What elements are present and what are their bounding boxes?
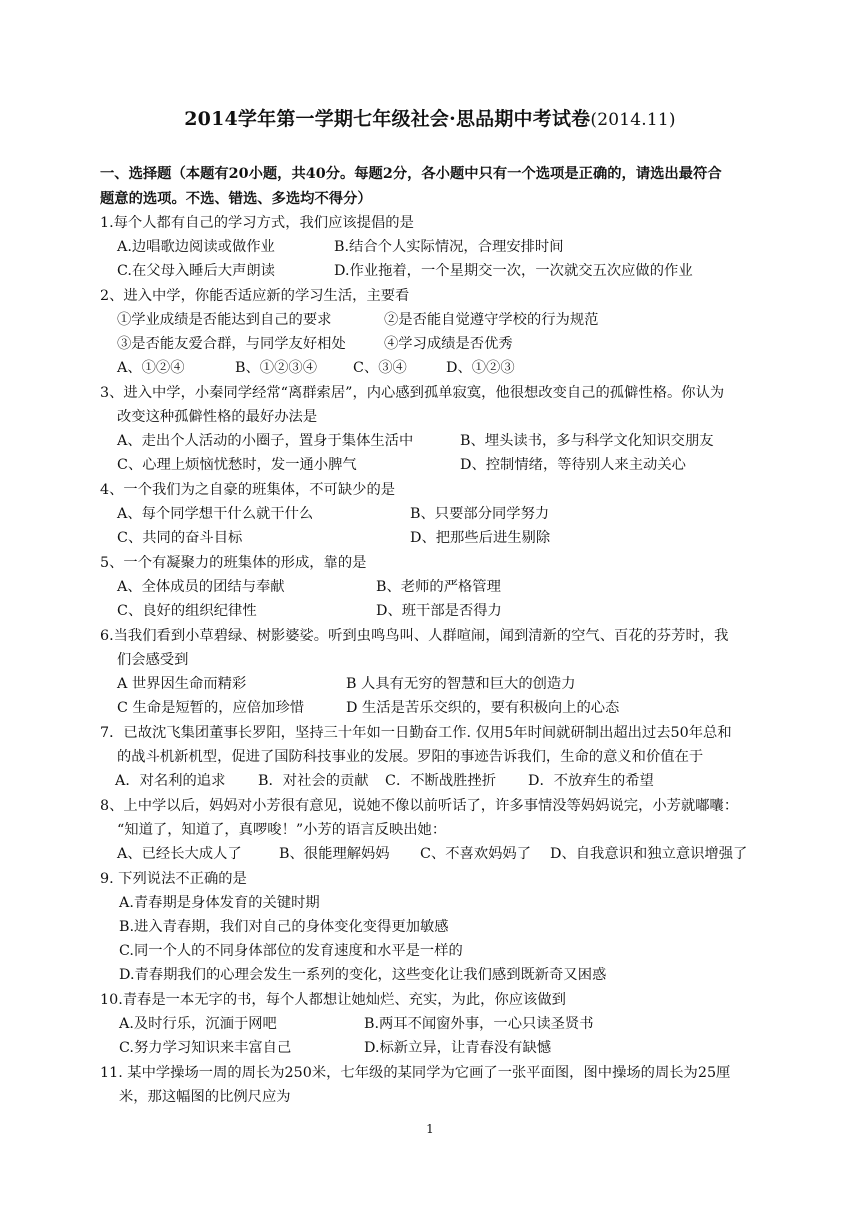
question-4-option-c: C、共同的奋斗目标 [117,530,243,546]
question-1-option-c: C.在父母入睡后大声朗读 [117,263,275,279]
question-7-option-c: C．不断战胜挫折 [385,773,497,789]
question-2-stem: 2、进入中学，你能否适应新的学习生活，主要看 [100,288,410,304]
question-6-stem-line2: 们会感受到 [117,652,189,668]
question-5-stem: 5、一个有凝聚力的班集体的形成，靠的是 [100,555,367,571]
question-4-option-a: A、每个同学想干什么就干什么 [117,506,314,522]
question-2-option-a: A、①②④ [117,360,185,376]
question-10-stem: 10.青春是一本无字的书，每个人都想让她灿烂、充实，为此，你应该做到 [100,992,566,1008]
question-10-option-a: A.及时行乐，沉湎于网吧 [119,1016,277,1032]
question-1-option-a: A.边唱歌边阅读或做作业 [117,239,275,255]
question-8-stem-line2: “知道了，知道了，真啰唆！”小芳的语言反映出她： [117,822,447,838]
question-4-stem: 4、一个我们为之自豪的班集体，不可缺少的是 [100,482,396,498]
question-8-stem-line1: 8、上中学以后，妈妈对小芳很有意见，说她不像以前听话了，许多事情没等妈妈说完，小芳就嘟囔： [100,798,739,814]
question-1-stem: 1.每个人都有自己的学习方式，我们应该提倡的是 [100,215,414,231]
question-11-stem-line1: 11. 某中学操场一周的周长为250米，七年级的某同学为它画了一张平面图，图中操场的周长为25厘 [100,1065,731,1081]
question-4-option-d: D、把那些后进生剔除 [410,530,551,546]
exam-title-main: 2014学年第一学期七年级社会·思品期中考试卷 [184,108,591,130]
question-7-option-a: A．对名利的追求 [115,773,226,789]
question-3-stem-line2: 改变这种孤僻性格的最好办法是 [117,409,318,425]
question-7-option-b: B．对社会的贡献 [258,773,369,789]
question-9-option-b: B.进入青春期，我们对自己的身体变化变得更加敏感 [119,919,449,935]
question-2-option-c: C、③④ [353,360,407,376]
question-8-option-b: B、很能理解妈妈 [279,846,390,862]
section-heading-line2: 题意的选项。不选、错选、多选均不得分） [100,191,372,207]
question-7-stem-line2: 的战斗机新机型，促进了国防科技事业的发展。罗阳的事迹告诉我们，生命的意义和价值在于 [117,749,704,765]
question-7-option-d: D．不放弃生的希望 [528,773,654,789]
question-10-option-b: B.两耳不闻窗外事，一心只读圣贤书 [364,1016,594,1032]
question-5-option-a: A、全体成员的团结与奉献 [117,579,285,595]
question-4-option-b: B、只要部分同学努力 [410,506,550,522]
question-8-option-a: A、已经长大成人了 [117,846,242,862]
question-10-option-d: D.标新立异，让青春没有缺憾 [364,1040,552,1056]
question-5-option-d: D、班干部是否得力 [376,603,502,619]
question-2-statement-1: ①学业成绩是否能达到自己的要求 [117,312,332,328]
question-9-option-d: D.青春期我们的心理会发生一系列的变化，这些变化让我们感到既新奇又困惑 [119,967,607,983]
question-6-option-a: A 世界因生命而精彩 [117,676,247,692]
question-5-option-c: C、良好的组织纪律性 [117,603,257,619]
question-1-option-d: D.作业拖着，一个星期交一次，一次就交五次应做的作业 [334,263,693,279]
question-7-stem-line1: 7．已故沈飞集团董事长罗阳，坚持三十年如一日勤奋工作. 仅用5年时间就研制出超出过去50年总和 [100,725,732,741]
question-8-option-c: C、不喜欢妈妈了 [420,846,532,862]
question-11-stem-line2: 米，那这幅图的比例尺应为 [119,1089,291,1105]
question-2-statement-3: ③是否能友爱合群，与同学友好相处 [117,336,346,352]
question-3-option-d: D、控制情绪，等待别人来主动关心 [460,457,686,473]
question-3-option-b: B、埋头读书，多与科学文化知识交朋友 [460,433,714,449]
question-2-option-b: B、①②③④ [235,360,317,376]
question-10-option-c: C.努力学习知识来丰富自己 [119,1040,292,1056]
page-number: 1 [426,1122,434,1136]
question-3-option-c: C、心理上烦恼忧愁时，发一通小脾气 [117,457,357,473]
section-heading-line1: 一、选择题（本题有20小题，共40分。每题2分，各小题中只有一个选项是正确的，请选出最符合 [100,166,722,182]
question-6-option-d: D 生活是苦乐交织的，要有积极向上的心态 [346,700,620,716]
question-6-stem-line1: 6.当我们看到小草碧绿、树影婆娑。听到虫鸣鸟叫、人群喧闹，闻到清新的空气、百花的芬芳时，我 [100,628,729,644]
question-3-stem-line1: 3、进入中学，小秦同学经常“离群索居”，内心感到孤单寂寞，他很想改变自己的孤僻性格。你认为 [100,385,725,401]
question-1-option-b: B.结合个人实际情况，合理安排时间 [334,239,564,255]
question-2-statement-2: ②是否能自觉遵守学校的行为规范 [384,312,599,328]
question-6-option-c: C 生命是短暂的，应倍加珍惜 [117,700,305,716]
question-3-option-a: A、走出个人活动的小圈子，置身于集体生活中 [117,433,414,449]
question-9-option-a: A.青春期是身体发育的关键时期 [119,895,320,911]
exam-title [0,104,860,131]
question-9-stem: 9. 下列说法不正确的是 [100,871,247,887]
question-2-option-d: D、①②③ [446,360,515,376]
question-2-statement-4: ④学习成绩是否优秀 [384,336,513,352]
question-5-option-b: B、老师的严格管理 [376,579,501,595]
question-9-option-c: C.同一个人的不同身体部位的发育速度和水平是一样的 [119,943,463,959]
question-6-option-b: B 人具有无穷的智慧和巨大的创造力 [346,676,576,692]
exam-title-date: (2014.11) [590,110,676,130]
question-8-option-d: D、自我意识和独立意识增强了 [550,846,748,862]
